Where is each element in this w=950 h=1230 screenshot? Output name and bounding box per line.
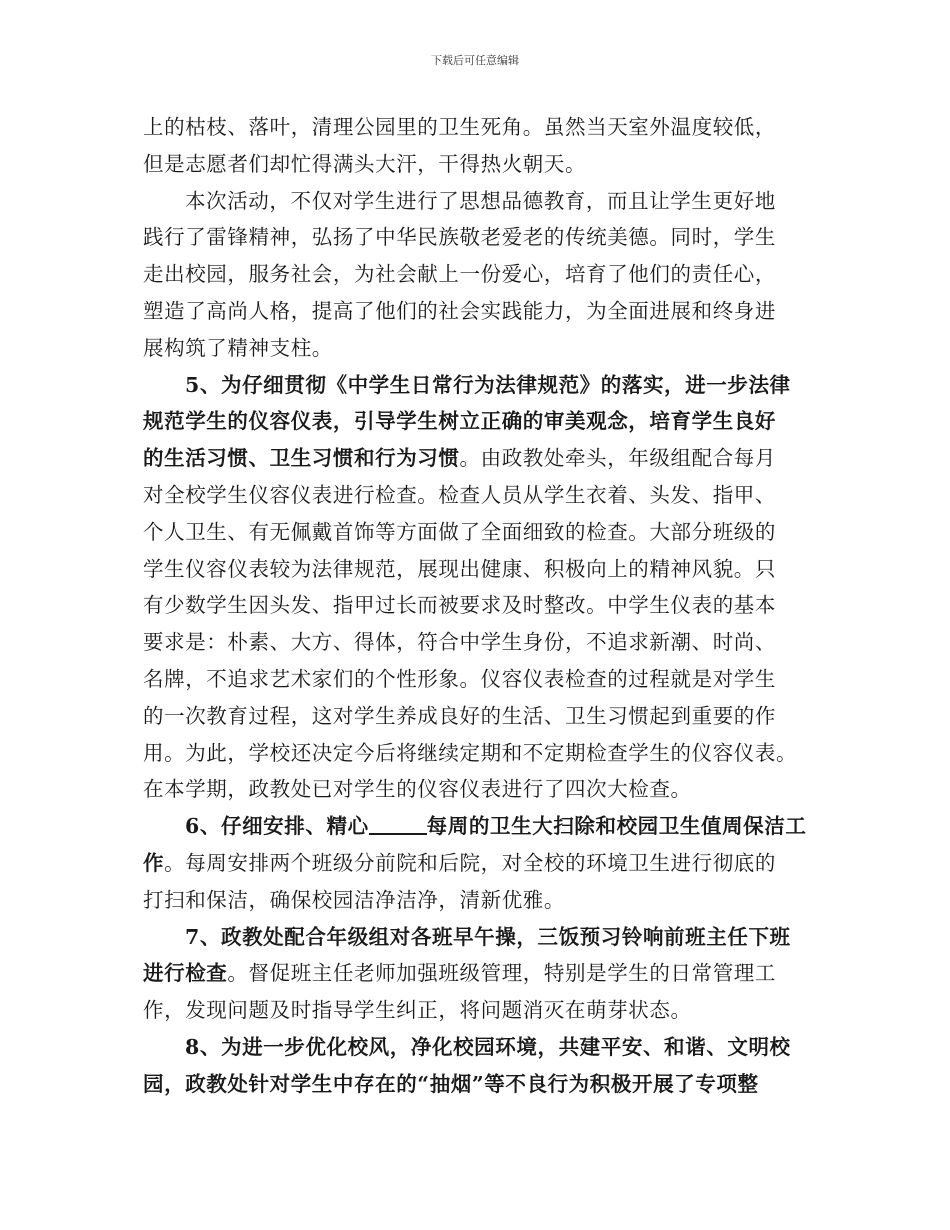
text-line: 规范学生的仪容仪表，引导学生树立正确的审美观念，培育学生良好 [143, 409, 776, 434]
bold-heading-span: 作 [143, 850, 165, 875]
text-line [143, 367, 824, 404]
text-line: 有少数学生因头发、指甲过长而被要求及时整改。中学生仪表的基本 [143, 593, 776, 618]
text-line: 园，政教处针对学生中存在的“抽烟”等不良行为积极开展了专项整 [143, 1071, 759, 1096]
text-line: 展构筑了精神支柱。 [143, 335, 333, 360]
page-header: 下载后可任意编辑 [431, 54, 519, 67]
text-line: 践行了雷锋精神，弘扬了中华民族敬老爱老的传统美德。同时，学生 [143, 225, 776, 250]
bold-heading-span: 进行检查 [143, 961, 228, 986]
text-span: 。督促班主任老师加强班级管理，特别是学生的日常管理工 [227, 961, 777, 986]
document-body [143, 109, 824, 1103]
text-line [143, 808, 824, 845]
text-line: 在本学期，政教处已对学生的仪容仪表进行了四次大检查。 [143, 777, 692, 802]
text-line [143, 440, 824, 477]
bold-heading-span: 7、政教处配合年级组对各班早午操，三饭预习铃响前班主任下班 [185, 924, 791, 949]
text-line [143, 1029, 824, 1066]
bold-heading-span: 6、仔细安排、精心 [185, 814, 369, 839]
bold-heading-span: 5、为仔细贯彻《中学生日常行为法律规范》的落实，进一步法律 [185, 372, 791, 397]
text-line: 作，发现问题及时指导学生纠正，将问题消灭在萌芽状态。 [143, 998, 692, 1023]
bold-heading-span: 的生活习惯、卫生习惯和行为习惯 [143, 446, 460, 471]
text-line [143, 183, 824, 220]
text-line: 的一次教育过程，这对学生养成良好的生活、卫生习惯起到重要的作 [143, 703, 776, 728]
text-line: 上的枯枝、落叶，清理公园里的卫生死角。虽然当天室外温度较低， [143, 115, 776, 139]
text-line: 对全校学生仪容仪表进行检查。检查人员从学生衣着、头发、指甲、 [143, 482, 776, 507]
text-line: 但是志愿者们却忙得满头大汗，干得热火朝天。 [143, 151, 587, 176]
text-span: 。每周安排两个班级分前院和后院，对全校的环境卫生进行彻底的 [164, 850, 777, 875]
text-line: 塑造了高尚人格，提高了他们的社会实践能力，为全面进展和终身进 [143, 298, 776, 323]
text-line: 名牌，不追求艺术家们的个性形象。仪容仪表检查的过程就是对学生 [143, 666, 776, 691]
text-line: 学生仪容仪表较为法律规范，展现出健康、积极向上的精神风貌。只 [143, 556, 776, 581]
text-line: 用。为此，学校还决定今后将继续定期和不定期检查学生的仪容仪表。 [143, 740, 798, 765]
text-span: 。由政教处牵头，年级组配合每月 [459, 446, 776, 471]
blank-underline [369, 815, 427, 835]
text-line [143, 955, 824, 992]
text-line: 走出校园，服务社会，为社会献上一份爱心，培育了他们的责任心， [143, 262, 776, 287]
text-line: 要求是：朴素、大方、得体，符合中学生身份，不追求新潮、时尚、 [143, 630, 776, 655]
text-line: 个人卫生、有无佩戴首饰等方面做了全面细致的检查。大部分班级的 [143, 519, 776, 544]
bold-heading-span: 8、为进一步优化校风，净化校园环境，共建平安、和谐、文明校 [185, 1034, 791, 1059]
text-line [143, 919, 824, 956]
text-line: 打扫和保洁，确保校园洁净洁净，清新优雅。 [143, 887, 565, 912]
text-span: 本次活动，不仅对学生进行了思想品德教育，而且让学生更好地 [185, 188, 776, 213]
bold-heading-span: 每周的卫生大扫除和校园卫生值周保洁工 [426, 814, 807, 839]
text-line [143, 845, 824, 882]
